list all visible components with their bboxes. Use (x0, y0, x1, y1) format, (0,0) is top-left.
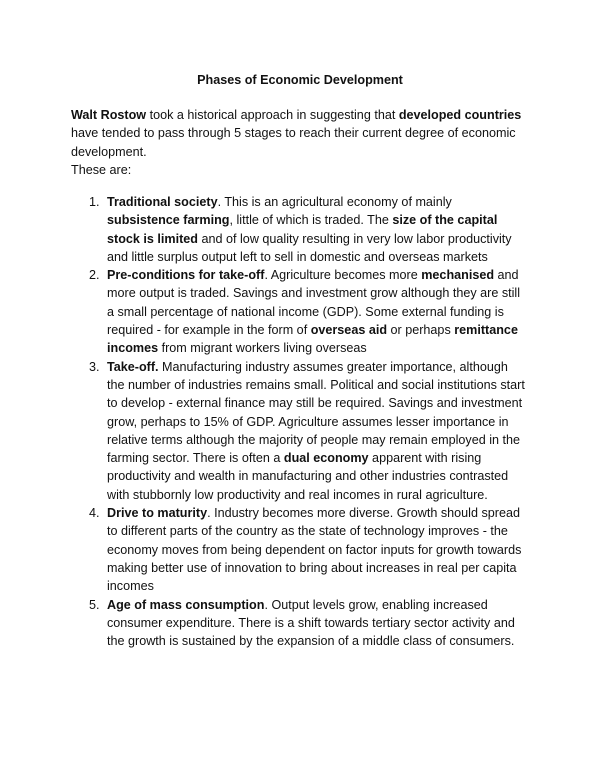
stage-text: and of low quality resulting in very low labor productivity and little surplus output left to sell in domestic and overseas markets (107, 231, 512, 264)
stage-text: Manufacturing industry assumes greater importance, although the number of industries remains small. Political and social institutions start to develop - external finance may still be required. Savings and investment grow, perhaps to 15% of GDP. Agriculture assumes lesser importance in relative terms although the majority of people may remain employed in the farming sector. There is often a (107, 359, 525, 466)
intro-text-2: have tended to pass through 5 stages to reach their current degree of economic development. (71, 126, 516, 159)
stage-bold-text: remittance incomes (107, 323, 518, 356)
stage-text: from migrant workers living overseas (158, 341, 367, 356)
stage-bold-text: mechanised (421, 268, 495, 283)
stage-item (0, 504, 527, 595)
stage-number: 5. (89, 597, 100, 612)
stages-list (0, 193, 600, 650)
stage-number: 4. (89, 506, 100, 521)
stage-number: 3. (89, 359, 100, 374)
stage-text: and more output is traded. Savings and investment grow although they are still a small percentage of national income (GDP). Some external funding is required - for example in the form of (107, 268, 521, 338)
stage-text: apparent with rising productivity and wealth in manufacturing and other industries contrasted with stubbornly low productivity and real incomes in rural agriculture. (107, 451, 509, 502)
stage-text: or perhaps (387, 323, 455, 338)
stage-bold-text: Take-off. (107, 359, 159, 374)
stage-bold-text: size of the capital stock is limited (107, 213, 498, 246)
stage-text: , little of which is traded. The (229, 213, 393, 228)
intro-paragraph (71, 106, 533, 179)
stage-item (0, 193, 527, 266)
document-title: Phases of Economic Development (197, 73, 403, 87)
intro-author: Walt Rostow (71, 108, 147, 122)
stage-number: 2. (89, 268, 100, 283)
intro-text (71, 106, 533, 161)
stage-bold-text: Drive to maturity (107, 506, 208, 521)
intro-bold-1: developed countries (398, 108, 522, 122)
stage-bold-text: Pre-conditions for take-off (107, 268, 265, 283)
intro-these-are: These are: (71, 162, 132, 177)
intro-text-1: took a historical approach in suggesting that (146, 108, 399, 122)
stage-item (0, 358, 527, 504)
stage-number: 1. (89, 195, 100, 209)
stage-item (0, 596, 527, 651)
stage-text: . Agriculture becomes more (264, 268, 422, 283)
stage-text: . This is an agricultural economy of mainly (217, 195, 452, 209)
stage-text: . Industry becomes more diverse. Growth should spread to different parts of the country as the state of technology improves - the economy moves from being dependent on factor inputs for growth towards making better use of innovation to bring about increases in real per capita incomes (107, 506, 522, 594)
stage-bold-text: subsistence farming (107, 213, 230, 228)
stage-bold-text: Age of mass consumption (107, 597, 265, 612)
stage-bold-text: Traditional society (107, 195, 218, 209)
stage-text: . Output levels grow, enabling increased consumer expenditure. There is a shift towards tertiary sector activity and the growth is sustained by the expansion of a middle class of consumers. (107, 597, 515, 649)
stage-item (0, 266, 527, 357)
stage-bold-text: dual economy (283, 451, 369, 466)
stage-bold-text: overseas aid (310, 323, 388, 338)
